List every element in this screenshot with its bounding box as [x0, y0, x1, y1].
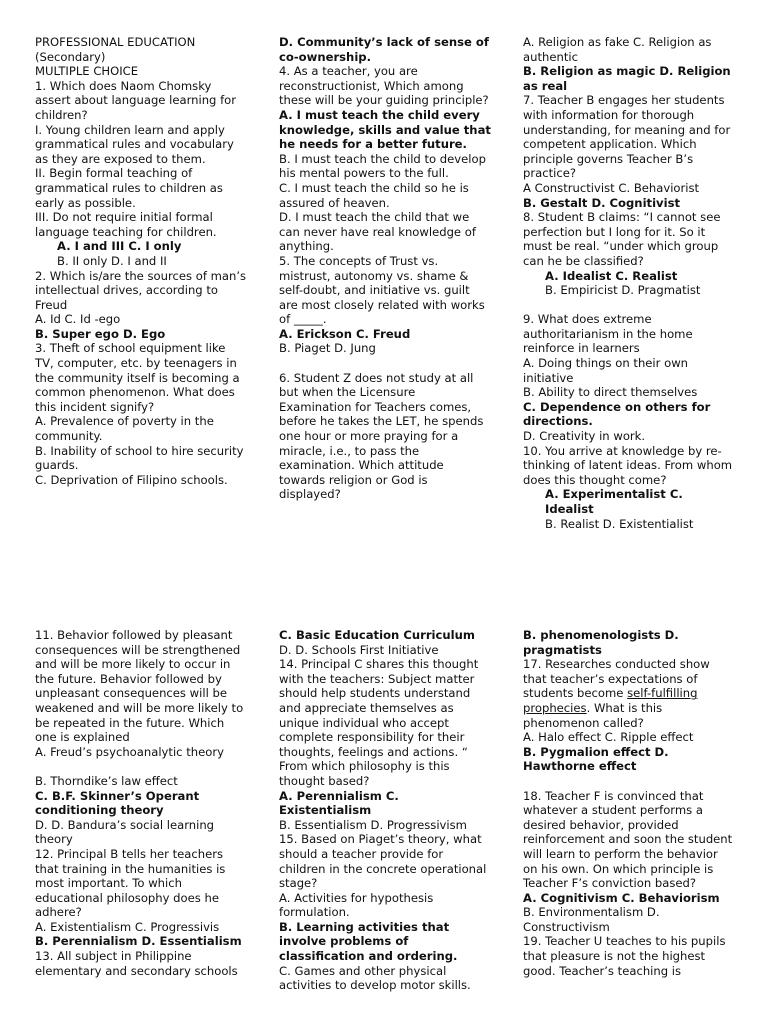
bottom-column-2 [279, 628, 491, 993]
choice-line: B. Environmentalism D. Constructivism [523, 905, 660, 934]
spacer [279, 356, 491, 371]
choice-line: A. I must teach the child every knowledge, skills and value that he needs for a better future. [279, 107, 491, 152]
choice-line: B. Thorndike’s law effect [35, 773, 178, 788]
spacer [35, 759, 247, 774]
statement-iii: III. Do not require initial formal language teaching for children. [35, 210, 217, 239]
choice-line: A. Existentialism C. Progressivis [35, 919, 220, 934]
choice-line: A. Experimentalist C. Idealist [545, 487, 683, 516]
choice-line: B. Super ego D. Ego [35, 326, 166, 341]
choice-line: A. Activities for hypothesis formulation. [279, 890, 434, 920]
bottom-column-1 [35, 628, 247, 978]
choice-line: C. Basic Education Curriculum [279, 628, 475, 642]
choice-line: B. phenomenologists D. pragmatists [523, 628, 679, 657]
choice-line: D. Community’s lack of sense of co-ownership. [279, 35, 489, 64]
choice-line: A. Religion as fake C. Religion as authentic [523, 35, 712, 64]
doc-subtitle: (Secondary) [35, 49, 106, 64]
choice-line: B. II only D. I and II [57, 253, 167, 268]
choice-line: A. I and III C. I only [57, 239, 182, 254]
bottom-column-3 [523, 628, 735, 978]
choice-line: D. D. Schools First Initiative [279, 642, 439, 657]
choice-line: B. Religion as magic D. Religion as real [523, 64, 731, 93]
choice-line: D. Creativity in work. [523, 429, 646, 444]
question-15: 15. Based on Piaget’s theory, what should a teacher provide for children in the concrete operational stage? [279, 832, 487, 891]
choice-line: D. I must teach the child that we can never have real knowledge of anything. [279, 210, 476, 254]
choice-line: C. Dependence on others for directions. [523, 399, 711, 429]
question-11: 11. Behavior followed by pleasant consequences will be strengthened and will be more likely to occur in the future. Behavior followed by unpleasant consequences will be weakened and will be more likely to be repeated in the future. Which one is explained [35, 628, 244, 745]
section-heading: MULTIPLE CHOICE [35, 64, 139, 79]
spacer [523, 298, 735, 313]
question-19: 19. Teacher U teaches to his pupils that pleasure is not the highest good. Teacher’s teaching is [523, 934, 726, 978]
spacer [523, 774, 735, 789]
choice-line: C. B.F. Skinner’s Operant conditioning theory [35, 788, 200, 818]
question-5: 5. The concepts of Trust vs. mistrust, autonomy vs. shame & self-doubt, and initiative vs. guilt are most closely related with works of _____. [279, 253, 485, 327]
question-4: 4. As a teacher, you are reconstructionist, Which among these will be your guiding principle? [279, 64, 489, 108]
statement-i: I. Young children learn and apply grammatical rules and vocabulary as they are exposed to them. [35, 122, 234, 166]
question-3: 3. Theft of school equipment like TV, computer, etc. by teenagers in the community itself is becoming a common phenomenon. What does this incident signify? [35, 341, 240, 414]
top-column-3 [523, 35, 735, 531]
choice-line: C. Deprivation of Filipino schools. [35, 472, 228, 487]
question-13: 13. All subject in Philippine elementary and secondary schools [35, 949, 238, 978]
question-9: 9. What does extreme authoritarianism in the home reinforce in learners [523, 312, 693, 356]
choice-line: A. Idealist C. Realist [545, 268, 678, 283]
choice-line: B. Gestalt D. Cognitivist [523, 195, 681, 210]
choice-line: B. Piaget D. Jung [279, 341, 376, 356]
choice-line: B. Perennialism D. Essentialism [35, 934, 242, 949]
choice-line: A. Erickson C. Freud [279, 326, 411, 341]
question-14: 14. Principal C shares this thought with the teachers: Subject matter should help students understand and appreciate themselves as unique individual who accept complete responsibility for their thoughts, feelings and actions. “ From which philosophy is this thought based? [279, 657, 479, 788]
choice-line: B. I must teach the child to develop his mental powers to the full. [279, 151, 486, 181]
choice-line: A. Prevalence of poverty in the community. [35, 414, 214, 444]
choice-line: C. I must teach the child so he is assured of heaven. [279, 180, 469, 210]
choice-line: A. Perennialism C. Existentialism [279, 788, 399, 818]
question-17: 17. Researches conducted show that teacher’s expectations of students become self-fulfilling prophecies. What is this phenomenon called? [523, 657, 710, 730]
choice-line: A. Freud’s psychoanalytic theory [35, 744, 224, 759]
question-12: 12. Principal B tells her teachers that training in the humanities is most important. To which educational philosophy does he adhere? [35, 846, 226, 920]
choice-line: A. Doing things on their own initiative [523, 356, 689, 385]
question-7: 7. Teacher B engages her students with information for thorough understanding, for meaning and for competent application. Which principle governs Teacher B’s practice? [523, 93, 731, 181]
choice-line: C. Games and other physical activities to develop motor skills. [279, 963, 471, 993]
choice-line: B. Realist D. Existentialist [545, 516, 694, 531]
top-column-2 [279, 35, 491, 502]
choice-line: B. Essentialism D. Progressivism [279, 817, 467, 832]
question-2: 2. Which is/are the sources of man’s intellectual drives, according to Freud [35, 268, 247, 312]
question-8: 8. Student B claims: “I cannot see perfection but I long for it. So it must be real. “under which group can he be classified? [523, 210, 721, 268]
choice-line: B. Learning activities that involve problems of classification and ordering. [279, 919, 458, 964]
question-18: 18. Teacher F is convinced that whatever a student performs a desired behavior, provided reinforcement and soon the student will learn to perform the behavior on his own. On which principle is Teacher F’s conviction based? [523, 788, 733, 891]
statement-ii: II. Begin formal teaching of grammatical rules to children as early as possible. [35, 166, 223, 210]
choice-line: B. Inability of school to hire security guards. [35, 443, 244, 473]
doc-title: PROFESSIONAL EDUCATION [35, 35, 196, 49]
choice-line: B. Empiricist D. Pragmatist [545, 283, 701, 298]
underlined-phrase: self-fulfilling prophecies [523, 686, 698, 715]
question-6: 6. Student Z does not study at all but when the Licensure Examination for Teachers comes, before he takes the LET, he spends one hour or more praying for a miracle, i.e., to pass the examination. Which attitude towards religion or God is displayed? [279, 370, 484, 502]
choice-line: B. Pygmalion effect D. Hawthorne effect [523, 744, 669, 774]
question-10: 10. You arrive at knowledge by re-thinking of latent ideas. From whom does this thought come? [523, 443, 733, 487]
top-column-1 [35, 35, 247, 487]
choice-line: D. D. Bandura’s social learning theory [35, 817, 215, 847]
choice-line: A. Halo effect C. Ripple effect [523, 730, 694, 745]
choice-line: A Constructivist C. Behaviorist [523, 180, 700, 195]
choice-line: A. Id C. Id -ego [35, 312, 121, 327]
choice-line: B. Ability to direct themselves [523, 385, 698, 400]
question-1: 1. Which does Naom Chomsky assert about language learning for children? [35, 78, 237, 122]
choice-line: A. Cognitivism C. Behaviorism [523, 890, 720, 905]
